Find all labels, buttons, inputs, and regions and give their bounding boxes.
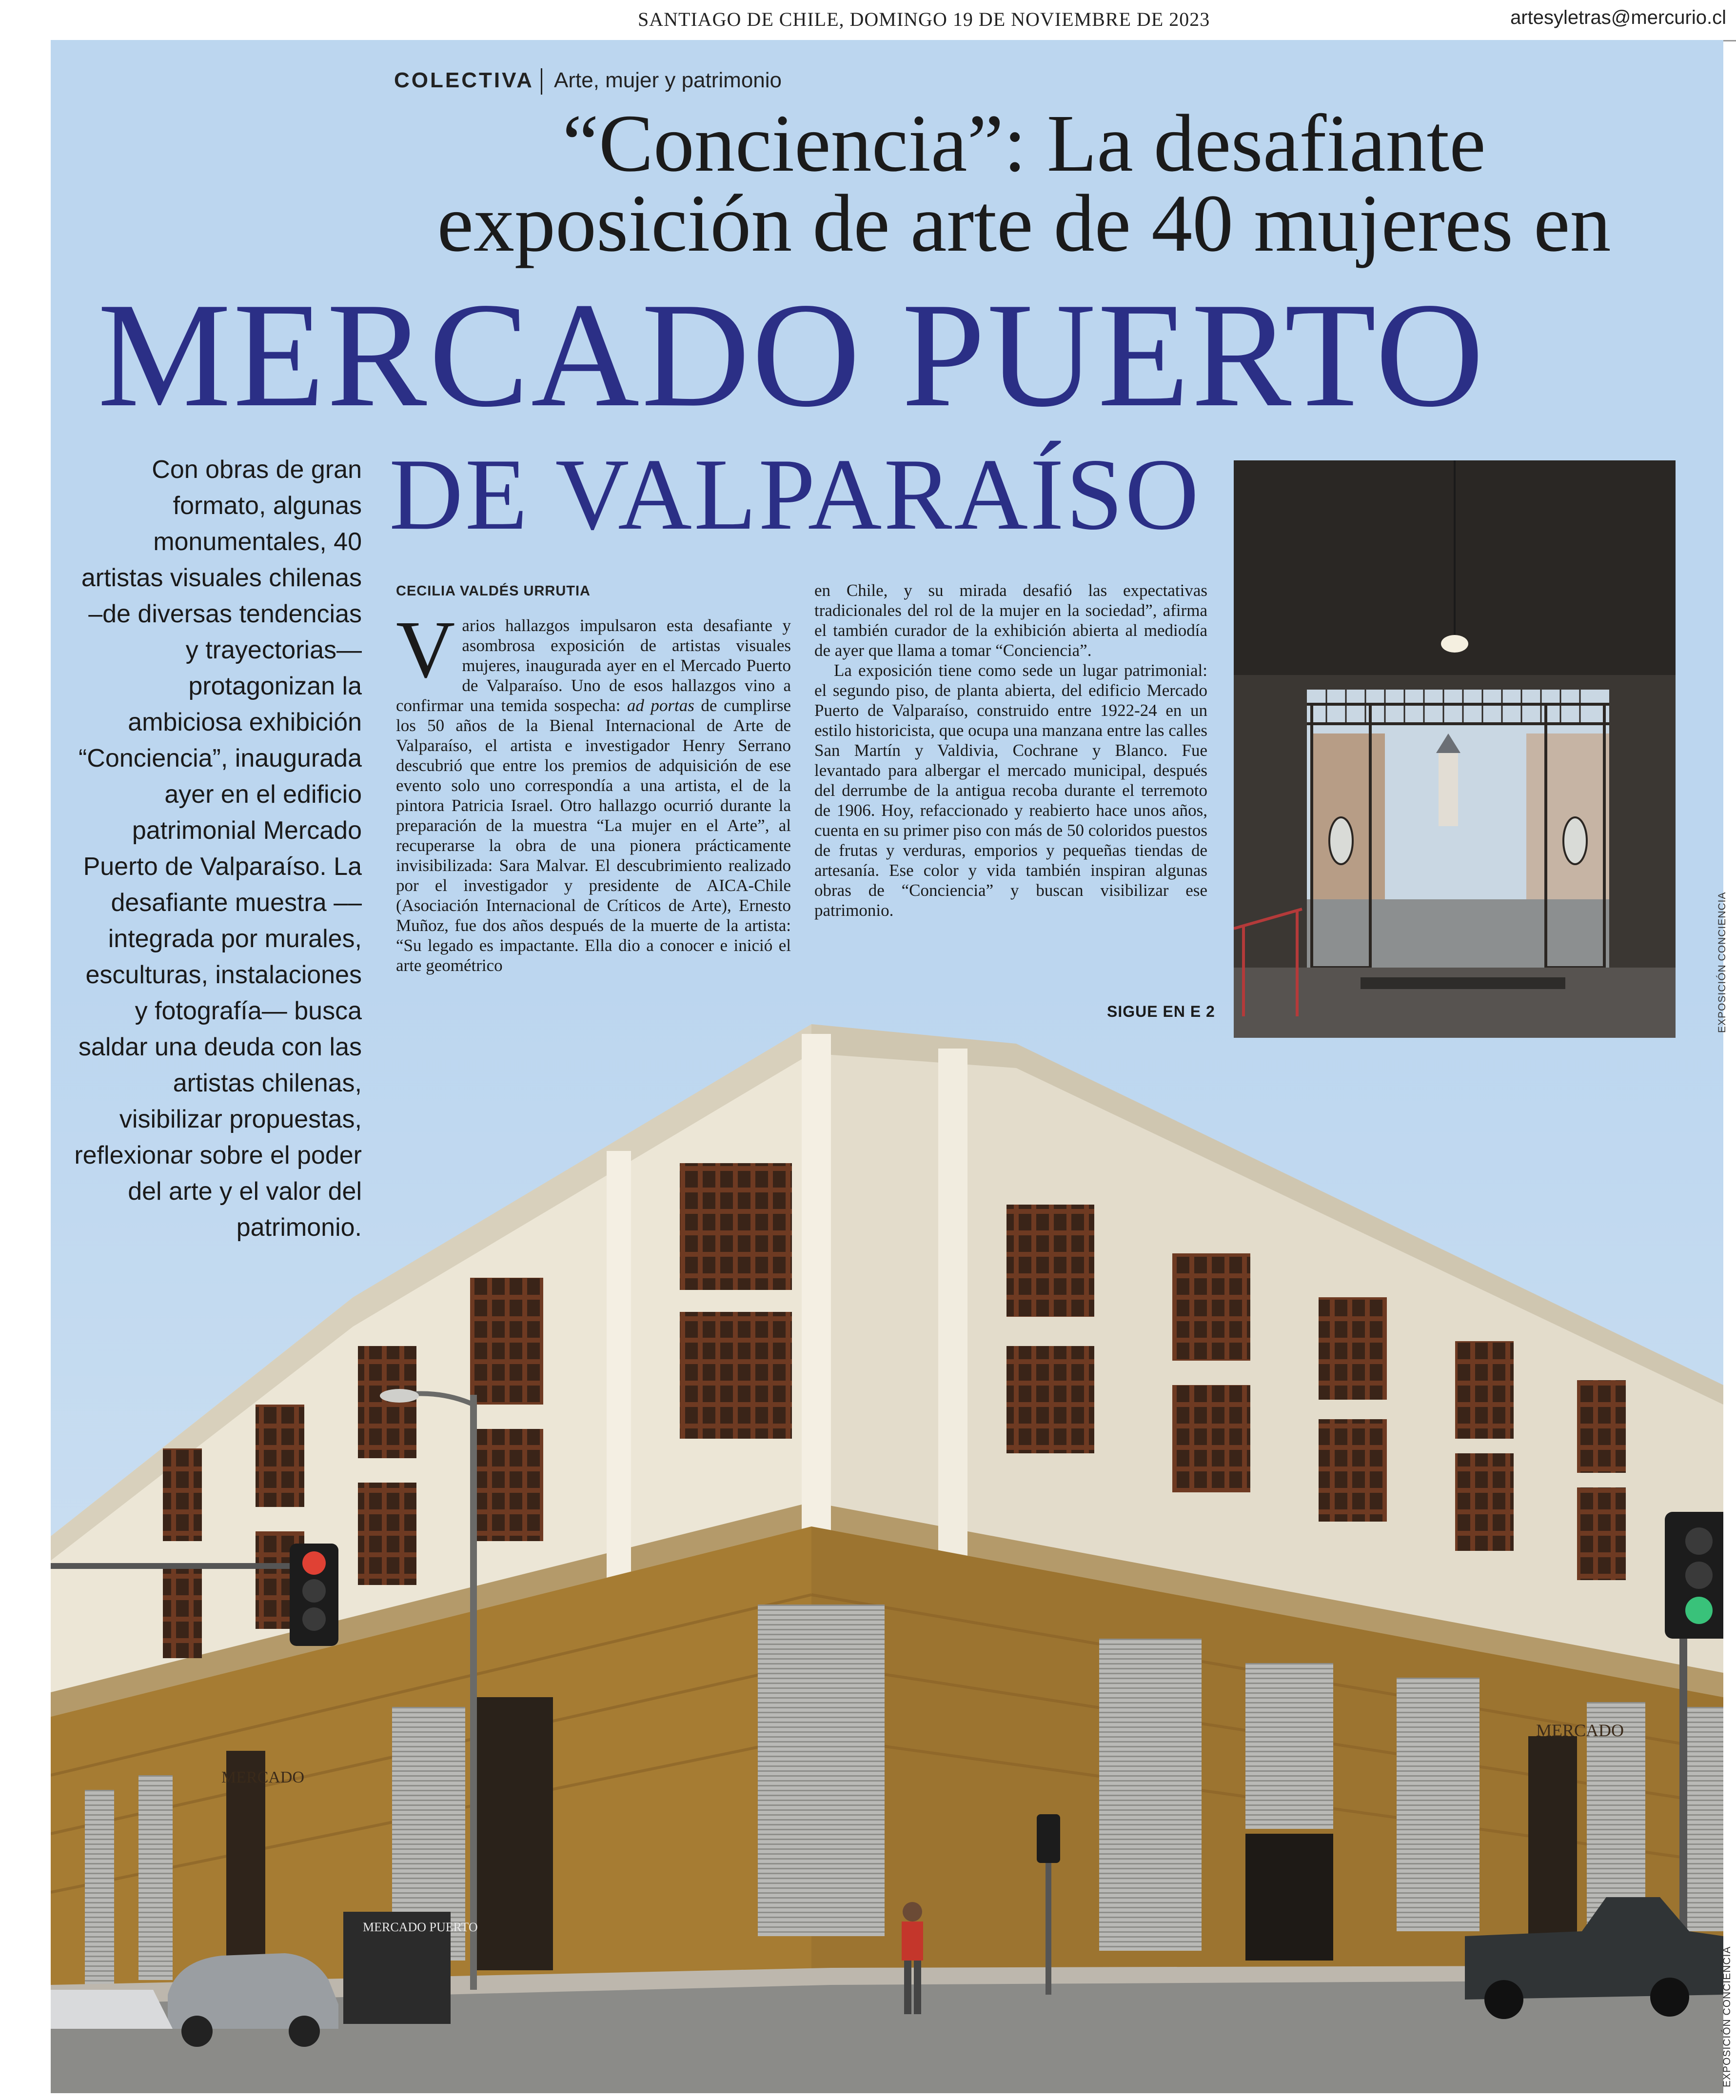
- mercado-doorway-photo: [1234, 460, 1676, 1038]
- building-sign-left: MERCADO: [221, 1768, 305, 1786]
- dateline: SANTIAGO DE CHILE, DOMINGO 19 DE NOVIEMBRE DE 2023: [638, 8, 1210, 30]
- article-column-2: [814, 580, 1207, 920]
- drop-cap: V: [396, 604, 455, 695]
- article-paragraph-1: [396, 604, 791, 975]
- paragraph-1-text: arios hallazgos impulsaron esta desafiante y asombrosa exposición de artistas visuales mujeres, inaugurada ayer en el Mercado Puerto de Valparaíso. Uno de esos hallazgos vino a confirmar una temida sospecha:: [396, 616, 791, 715]
- headline-top: [341, 98, 1707, 269]
- section-tag: [394, 68, 782, 95]
- continued-marker[interactable]: SIGUE EN E 2: [1107, 1003, 1215, 1020]
- paragraph-1-rest: de cumplirse los 50 años de la Bienal Internacional de Arte de Valparaíso, el artista e investigador Henry Serrano descubrió que entre los premios de adquisición de ese evento solo uno correspondía a una artista, el de la pintora Patricia Israel. Otro hallazgo ocurrió durante la preparación de la muestra “La mujer en el Arte”, al recuperarse la obra de una pionera prácticamente invisibilizada: Sara Malvar. El descubrimiento realizado por el investigador y presidente de AICA-Chile (Asociación Internacional de Críticos de Arte), Ernesto Muñoz, fue dos años después de la muerte de la artista: “Su legado es impactante. Ella dio a conocer e inició el arte geométrico: [396, 696, 791, 975]
- article-paragraph-2: en Chile, y su mirada desafió las expectativas tradicionales del rol de la mujer en la sociedad”, afirma el también curador de la exhibición abierta al mediodía de ayer que llama a tomar “Conciencia”.: [814, 581, 1207, 660]
- door-photo-credit: EXPOSICIÓN CONCIENCIA: [1716, 892, 1728, 1033]
- article-paragraph-3: La exposición tiene como sede un lugar patrimonial: el segundo piso, de planta abierta, del edificio Mercado Puerto de Valparaíso, construido entre 1922-24 en un estilo historicista, que ocupa una manzana entre las calles San Martín y Valdivia, Cochrane y Blanco. Fue levantado para albergar el mercado municipal, después del derrumbe de la antigua recoba durante el terremoto de 1906. Hoy, refaccionado y reabierto hace unos años, cuenta en su primer piso con más de 50 coloridos puestos de frutas y verduras, emporios y pequeñas tiendas de artesanía. Ese color y vida también inspiran algunas obras de “Conciencia” y buscan visibilizar ese patrimonio.: [814, 661, 1207, 920]
- headline-line-3: MERCADO PUERTO: [98, 272, 1486, 438]
- headline-line-2: exposición de arte de 40 mujeres en: [437, 178, 1611, 269]
- section-divider: [541, 68, 542, 95]
- headline-line-4: DE VALPARAÍSO: [389, 438, 1201, 551]
- byline: CECILIA VALDÉS URRUTIA: [396, 583, 591, 599]
- article-column-1: [396, 604, 791, 975]
- building-photo-credit: EXPOSICIÓN CONCIENCIA: [1721, 1946, 1733, 2087]
- building-sign: MERCADO: [1536, 1721, 1624, 1740]
- italic-phrase: ad portas: [627, 696, 694, 715]
- headline-line-1: “Conciencia”: La desafiante: [562, 98, 1486, 189]
- section-email[interactable]: artesyletras@mercurio.cl: [1510, 7, 1726, 28]
- sandwich-board-text: MERCADO PUERTO: [363, 1920, 478, 1934]
- section-topic: Arte, mujer y patrimonio: [553, 68, 782, 92]
- section-label: COLECTIVA: [394, 68, 534, 92]
- lead-paragraph: Con obras de gran formato, algunas monumentales, 40 artistas visuales chilenas –de diversas tendencias y trayectorias— protagonizan la ambiciosa exhibición “Conciencia”, inaugurada ayer en el edificio patrimonial Mercado Puerto de Valparaíso. La desafiante muestra ––integrada por murales, esculturas, instalaciones y fotografía— busca saldar una deuda con las artistas chilenas, visibilizar propuestas, reflexionar sobre el poder del arte y el valor del patrimonio.: [74, 456, 362, 1242]
- page-header: [53, 0, 1736, 41]
